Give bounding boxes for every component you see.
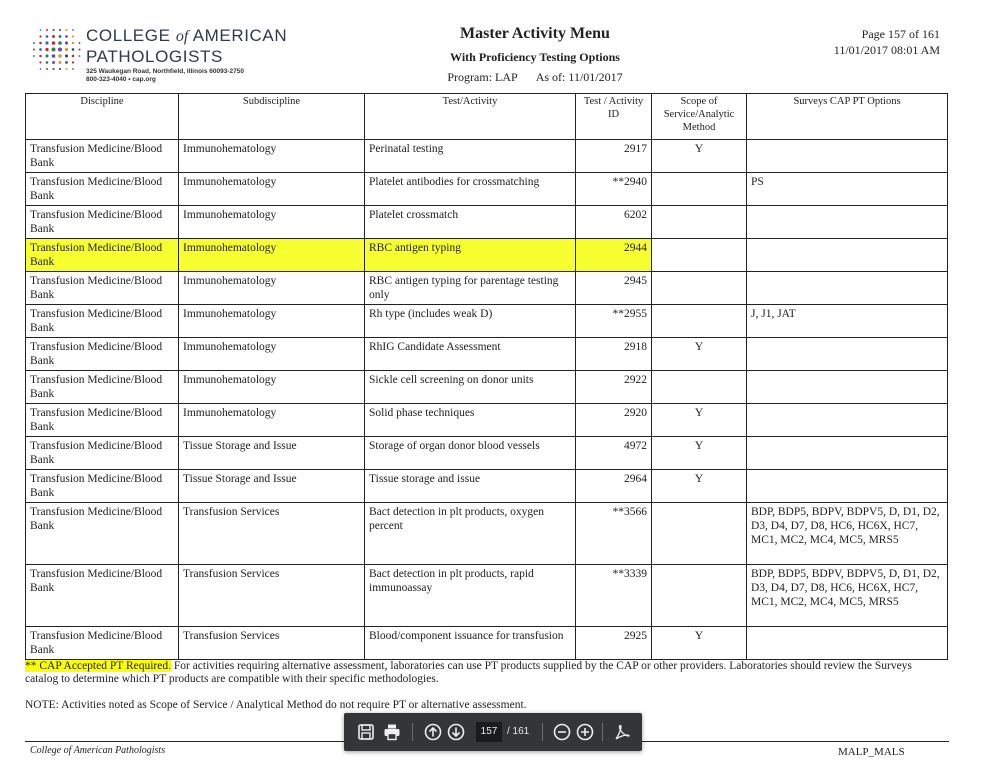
logo-dot	[45, 54, 48, 57]
table-row	[26, 239, 948, 272]
logo-dot	[72, 35, 74, 37]
table-row	[26, 338, 948, 371]
logo-dot	[46, 68, 48, 70]
logo-dot	[39, 35, 41, 37]
cell-activity-id: **2955	[576, 305, 652, 338]
zoom-out-icon[interactable]	[552, 722, 572, 742]
cell-activity-id: 4972	[576, 437, 652, 470]
logo-dot	[52, 61, 55, 64]
toolbar-separator	[412, 723, 413, 741]
cell-subdiscipline: Immunohematology	[179, 272, 365, 305]
pdf-toolbar	[344, 713, 642, 751]
col-header-discipline: Discipline	[26, 94, 179, 140]
cell-activity-id: 2925	[576, 627, 652, 660]
cell-scope: Y	[652, 338, 747, 371]
cell-scope: Y	[652, 437, 747, 470]
logo-dot	[45, 48, 48, 51]
cell-activity-id: **3566	[576, 503, 652, 565]
cell-surveys	[747, 206, 948, 239]
cell-activity-id: **2940	[576, 173, 652, 206]
cell-activity-id: 2917	[576, 140, 652, 173]
table-row	[26, 404, 948, 437]
cell-subdiscipline: Immunohematology	[179, 173, 365, 206]
cell-subdiscipline: Tissue Storage and Issue	[179, 437, 365, 470]
table-row	[26, 173, 948, 206]
logo-dot	[72, 55, 75, 58]
zoom-in-icon[interactable]	[575, 722, 595, 742]
cell-test-activity: Solid phase techniques	[365, 404, 576, 437]
footer-organization: College of American Pathologists	[30, 745, 166, 756]
table-header-row	[26, 94, 948, 140]
cell-discipline: Transfusion Medicine/Blood Bank	[26, 206, 179, 239]
cell-subdiscipline: Immunohematology	[179, 206, 365, 239]
cell-subdiscipline: Immunohematology	[179, 371, 365, 404]
cell-scope	[652, 272, 747, 305]
cell-test-activity: Platelet crossmatch	[365, 206, 576, 239]
report-timestamp: 11/01/2017 08:01 AM	[833, 43, 940, 57]
cell-surveys: BDP, BDP5, BDPV, BDPV5, D, D1, D2, D3, D4, D7, D8, HC6, HC6X, HC7, MC1, MC2, MC4, MC5, MRS5	[747, 565, 948, 627]
cell-test-activity: Sickle cell screening on donor units	[365, 371, 576, 404]
col-header-surveys: Surveys CAP PT Options	[747, 94, 948, 140]
page-info	[834, 26, 940, 58]
cell-activity-id: 2945	[576, 272, 652, 305]
logo-dot	[52, 35, 55, 38]
logo-name: COLLEGE of AMERICAN PATHOLOGISTS	[86, 26, 288, 66]
cell-discipline: Transfusion Medicine/Blood Bank	[26, 272, 179, 305]
table-row	[26, 470, 948, 503]
cell-discipline: Transfusion Medicine/Blood Bank	[26, 305, 179, 338]
cell-scope: Y	[652, 404, 747, 437]
cell-discipline: Transfusion Medicine/Blood Bank	[26, 173, 179, 206]
cell-surveys	[747, 404, 948, 437]
logo-dot	[51, 47, 55, 51]
col-header-test: Test/Activity	[365, 94, 576, 140]
cell-test-activity: Blood/component issuance for transfusion	[365, 627, 576, 660]
logo-dot	[52, 41, 56, 45]
table-row	[26, 140, 948, 173]
cap-logo	[30, 22, 330, 88]
report-program: Program: LAP As of: 11/01/2017	[447, 70, 623, 84]
toolbar-separator	[602, 723, 603, 741]
col-header-scope: Scope of Service/Analytic Method	[652, 94, 747, 140]
page-total-label: / 161	[507, 726, 530, 737]
logo-address: 325 Waukegan Road, Northfield, Illinois 60093-2750 800-323-4040 • cap.org	[86, 68, 244, 83]
cell-scope	[652, 503, 747, 565]
logo-dot	[72, 61, 74, 63]
logo-dot	[52, 68, 54, 70]
cell-discipline: Transfusion Medicine/Blood Bank	[26, 371, 179, 404]
save-icon[interactable]	[356, 722, 376, 742]
cell-subdiscipline: Immunohematology	[179, 140, 365, 173]
logo-dot	[59, 61, 62, 64]
logo-dot	[72, 48, 75, 51]
cell-discipline: Transfusion Medicine/Blood Bank	[26, 470, 179, 503]
cell-activity-id: 2922	[576, 371, 652, 404]
cell-test-activity: RhIG Candidate Assessment	[365, 338, 576, 371]
cell-test-activity: Storage of organ donor blood vessels	[365, 437, 576, 470]
logo-dot	[39, 48, 42, 51]
cell-activity-id: 2944	[576, 239, 652, 272]
logo-dot	[58, 54, 62, 58]
cell-surveys	[747, 437, 948, 470]
logo-dot	[72, 29, 74, 31]
cell-scope	[652, 565, 747, 627]
cell-surveys: BDP, BDP5, BDPV, BDPV5, D, D1, D2, D3, D4, D7, D8, HC6, HC6X, HC7, MC1, MC2, MC4, MC5, MRS5	[747, 503, 948, 565]
cell-surveys	[747, 140, 948, 173]
cell-discipline: Transfusion Medicine/Blood Bank	[26, 437, 179, 470]
page-number-label: Page 157 of 161	[861, 27, 940, 41]
table-row	[26, 565, 948, 627]
arrow-down-icon[interactable]	[446, 722, 466, 742]
logo-dot	[58, 41, 62, 45]
cell-scope: Y	[652, 627, 747, 660]
logo-dot	[65, 61, 68, 64]
logo-dot	[33, 49, 35, 51]
cell-surveys: PS	[747, 173, 948, 206]
cell-surveys	[747, 338, 948, 371]
cell-scope	[652, 371, 747, 404]
cell-test-activity: Bact detection in plt products, oxygen percent	[365, 503, 576, 565]
logo-dot	[65, 48, 68, 51]
cell-surveys	[747, 627, 948, 660]
cell-discipline: Transfusion Medicine/Blood Bank	[26, 140, 179, 173]
col-header-subdiscipline: Subdiscipline	[179, 94, 365, 140]
cell-surveys	[747, 470, 948, 503]
logo-dot	[39, 55, 42, 58]
cell-subdiscipline: Transfusion Services	[179, 503, 365, 565]
table-row	[26, 206, 948, 239]
logo-dot	[45, 41, 48, 44]
cell-discipline: Transfusion Medicine/Blood Bank	[26, 627, 179, 660]
scope-note: NOTE: Activities noted as Scope of Service / Analytical Method do not require PT or alternative assessment.	[25, 699, 527, 711]
logo-dot	[65, 41, 68, 44]
logo-dot	[33, 42, 35, 44]
col-header-id: Test / Activity ID	[576, 94, 652, 140]
logo-dot	[39, 42, 42, 45]
cell-subdiscipline: Immunohematology	[179, 239, 365, 272]
logo-dot	[39, 61, 41, 63]
cell-discipline: Transfusion Medicine/Blood Bank	[26, 565, 179, 627]
logo-dot	[79, 55, 81, 57]
cell-scope	[652, 173, 747, 206]
cell-test-activity: Perinatal testing	[365, 140, 576, 173]
logo-dot	[46, 61, 49, 64]
logo-dot	[33, 55, 35, 57]
arrow-up-icon[interactable]	[423, 722, 443, 742]
pt-required-highlight: ** CAP Accepted PT Required.	[25, 660, 171, 672]
cell-scope: Y	[652, 470, 747, 503]
logo-dot	[59, 68, 61, 70]
table-row	[26, 437, 948, 470]
cell-activity-id: **3339	[576, 565, 652, 627]
table-row	[26, 371, 948, 404]
logo-dot	[52, 54, 56, 58]
cell-subdiscipline: Transfusion Services	[179, 565, 365, 627]
logo-dot	[46, 29, 48, 31]
table-row	[26, 305, 948, 338]
report-title-block	[395, 24, 675, 86]
cell-subdiscipline: Immunohematology	[179, 338, 365, 371]
table-row	[26, 627, 948, 660]
cell-subdiscipline: Immunohematology	[179, 404, 365, 437]
logo-dot	[52, 29, 54, 31]
cell-test-activity: Platelet antibodies for crossmatching	[365, 173, 576, 206]
cell-surveys	[747, 272, 948, 305]
logo-dot	[65, 35, 68, 38]
acrobat-icon[interactable]	[612, 722, 632, 742]
cap-logo-dots-icon	[30, 26, 84, 74]
cell-test-activity: RBC antigen typing for parentage testing only	[365, 272, 576, 305]
logo-dot	[59, 29, 61, 31]
logo-dot	[46, 35, 49, 38]
cell-scope	[652, 305, 747, 338]
footer-code: MALP_MALS	[838, 746, 905, 758]
cell-subdiscipline: Tissue Storage and Issue	[179, 470, 365, 503]
cell-activity-id: 2920	[576, 404, 652, 437]
cell-surveys: J, J1, JAT	[747, 305, 948, 338]
cell-test-activity: Tissue storage and issue	[365, 470, 576, 503]
logo-dot	[79, 49, 81, 51]
cell-discipline: Transfusion Medicine/Blood Bank	[26, 239, 179, 272]
cell-activity-id: 2964	[576, 470, 652, 503]
logo-dot	[79, 42, 81, 44]
logo-dot	[65, 68, 67, 70]
table-row	[26, 503, 948, 565]
logo-dot	[40, 29, 42, 31]
logo-dot	[59, 35, 62, 38]
cell-discipline: Transfusion Medicine/Blood Bank	[26, 338, 179, 371]
logo-dot	[72, 68, 74, 70]
report-subtitle: With Proficiency Testing Options	[450, 50, 620, 64]
cell-subdiscipline: Transfusion Services	[179, 627, 365, 660]
cell-scope: Y	[652, 140, 747, 173]
logo-dot	[72, 42, 75, 45]
toolbar-separator	[542, 723, 543, 741]
cell-activity-id: 2918	[576, 338, 652, 371]
cell-scope	[652, 206, 747, 239]
table-row	[26, 272, 948, 305]
cell-surveys	[747, 239, 948, 272]
cell-surveys	[747, 371, 948, 404]
logo-dot	[65, 54, 68, 57]
logo-dot	[65, 29, 67, 31]
cell-test-activity: RBC antigen typing	[365, 239, 576, 272]
cell-discipline: Transfusion Medicine/Blood Bank	[26, 503, 179, 565]
cell-test-activity: Bact detection in plt products, rapid immunoassay	[365, 565, 576, 627]
print-icon[interactable]	[382, 722, 402, 742]
pt-required-note: ** CAP Accepted PT Required. For activities requiring alternative assessment, laboratories can use PT products supplied by the CAP or other providers. Laboratories should review the Surveys catalog to determine which PT products are compatible with their specific methodologies.	[25, 660, 912, 685]
activity-table	[25, 93, 948, 660]
cell-activity-id: 6202	[576, 206, 652, 239]
cell-discipline: Transfusion Medicine/Blood Bank	[26, 404, 179, 437]
page-number-input[interactable]: 157	[476, 722, 502, 742]
report-title: Master Activity Menu	[460, 25, 610, 42]
cell-scope	[652, 239, 747, 272]
cell-test-activity: Rh type (includes weak D)	[365, 305, 576, 338]
logo-dot	[40, 68, 42, 70]
cell-subdiscipline: Immunohematology	[179, 305, 365, 338]
logo-dot	[58, 47, 62, 51]
